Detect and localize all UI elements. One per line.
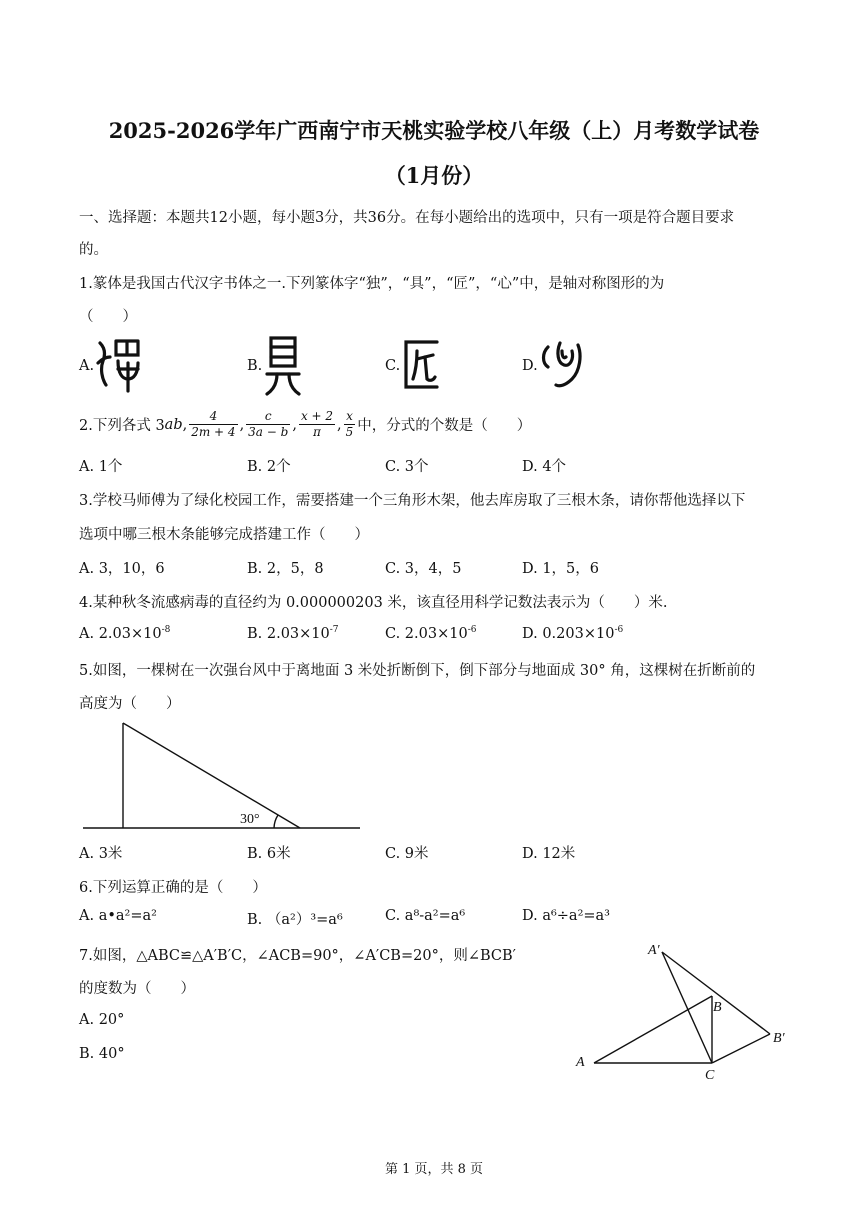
page-footer: 第 1 页，共 8 页 [384,1162,484,1177]
exam-title: 2025-2026学年广西南宁市天桃实验学校八年级（上）月考数学试卷 [108,118,760,143]
label-a: A [576,1055,585,1070]
q5-option-d: D. 12米 [522,846,576,862]
q2-comma: , [182,416,188,433]
q6-option-a: A. a•a²=a² [79,908,157,924]
section-heading: 一、选择题：本题共12小题，每小题3分，共36分。在每小题给出的选项中，只有一项是符合题目要求 [79,210,735,226]
question-7-stem-cont: 的度数为（ ） [79,981,195,997]
q5-option-c: C. 9米 [385,846,429,862]
question-7-stem: 7.如图，△ABC≌△A′B′C，∠ACB=90°，∠A′CB=20°，则∠BCB′ [79,948,516,964]
seal-char-du-image [94,333,144,395]
fraction-3-num: x + 2 [300,409,334,423]
fraction-1-num: 4 [189,409,237,425]
q4-a-exp: -8 [161,625,171,635]
label-c: C [705,1068,715,1083]
question-1-paren: （ ） [79,309,137,325]
q2-option-b: B. 2个 [247,459,291,475]
question-5-stem: 5.如图，一棵树在一次强台风中于离地面 3 米处折断倒下，倒下部分与地面成 30° 角，这棵树在折断前的 [79,663,756,679]
triangle-diagram [570,936,795,1084]
tree-diagram [78,718,368,836]
q2-ab: ab [164,416,183,433]
seal-char-xin-image [538,335,584,393]
label-b-prime: B′ [773,1031,785,1046]
segment-a1b1 [662,952,770,1034]
fraction-3-den: π [313,425,321,439]
fraction-4-num: x [344,409,356,425]
q4-a-base: A. 2.03×10 [79,625,162,642]
q3-option-c: C. 3，4，5 [385,561,462,577]
label-a-prime: A′ [648,943,660,958]
q1-option-d: D. [522,358,538,374]
q4-c-base: C. 2.03×10 [385,625,468,642]
q2-option-c: C. 3个 [385,459,429,475]
q4-option-a [79,625,170,642]
q2-option-d: D. 4个 [522,459,567,475]
q1-option-c: C. [385,358,401,374]
q7-option-a: A. 20° [79,1012,125,1028]
segment-a1c [662,952,712,1063]
segment-cb1 [712,1034,770,1063]
q4-c-exp: -6 [467,625,477,635]
q2-comma: , [239,416,245,433]
fraction-4 [344,409,356,440]
question-2-stem [79,409,531,440]
q1-option-a: A. [79,358,95,374]
fraction-1-den: 2m + 4 [191,425,236,439]
q6-option-d: D. a⁶÷a²=a³ [522,908,610,924]
fraction-2-num: c [246,409,290,425]
q7-option-b: B. 40° [79,1046,125,1062]
exam-subtitle: （1月份） [384,163,484,188]
broken-top-line [123,723,300,828]
q4-d-exp: -6 [614,625,624,635]
angle-arc [274,815,278,828]
angle-label: 30° [240,812,260,827]
q4-option-d [522,625,623,642]
q2-suffix: 中，分式的个数是（ ） [357,418,532,434]
q2-comma: , [337,416,342,433]
question-1-stem: 1.篆体是我国古代汉字书体之一.下列篆体字“独”，“具”，“匠”，“心”中，是轴对称图形的为 [79,276,665,292]
question-3-stem: 3.学校马师傅为了绿化校园工作，需要搭建一个三角形木架，他去库房取了三根木条，请你帮他选择以下 [79,493,746,509]
q4-b-exp: -7 [329,625,339,635]
segment-ab [594,996,712,1063]
q4-option-b [247,625,339,642]
q4-option-c [385,625,476,642]
q6-option-c: C. a⁸-a²=a⁶ [385,908,466,924]
fraction-3 [299,409,335,440]
q2-prefix: 2.下列各式 3 [79,418,165,434]
q4-d-base: D. 0.203×10 [522,625,615,642]
q3-option-b: B. 2，5，8 [247,561,324,577]
fraction-4-den: 5 [345,425,354,439]
fraction-2 [246,409,290,440]
q1-option-b: B. [247,358,263,374]
question-5-stem-cont: 高度为（ ） [79,696,181,712]
seal-char-ju-image [263,332,303,396]
q5-option-a: A. 3米 [79,846,123,862]
question-6-stem: 6.下列运算正确的是（ ） [79,880,267,896]
q5-option-b: B. 6米 [247,846,291,862]
q6-option-b: B. （a²）³=a⁶ [247,912,343,928]
fraction-2-den: 3a − b [248,425,289,439]
seal-char-jiang-image [401,337,441,393]
question-4-stem: 4.某种秋冬流感病毒的直径约为 0.000000203 米，该直径用科学记数法表示为（ ）米. [79,595,668,611]
question-3-stem-cont: 选项中哪三根木条能够完成搭建工作（ ） [79,527,369,543]
fraction-1 [189,409,237,440]
label-b: B [713,1000,722,1015]
q3-option-a: A. 3，10，6 [79,561,165,577]
q3-option-d: D. 1，5，6 [522,561,600,577]
q2-option-a: A. 1个 [79,459,123,475]
q2-comma: , [292,416,297,433]
q4-b-base: B. 2.03×10 [247,625,330,642]
section-heading-cont: 的。 [79,242,108,258]
